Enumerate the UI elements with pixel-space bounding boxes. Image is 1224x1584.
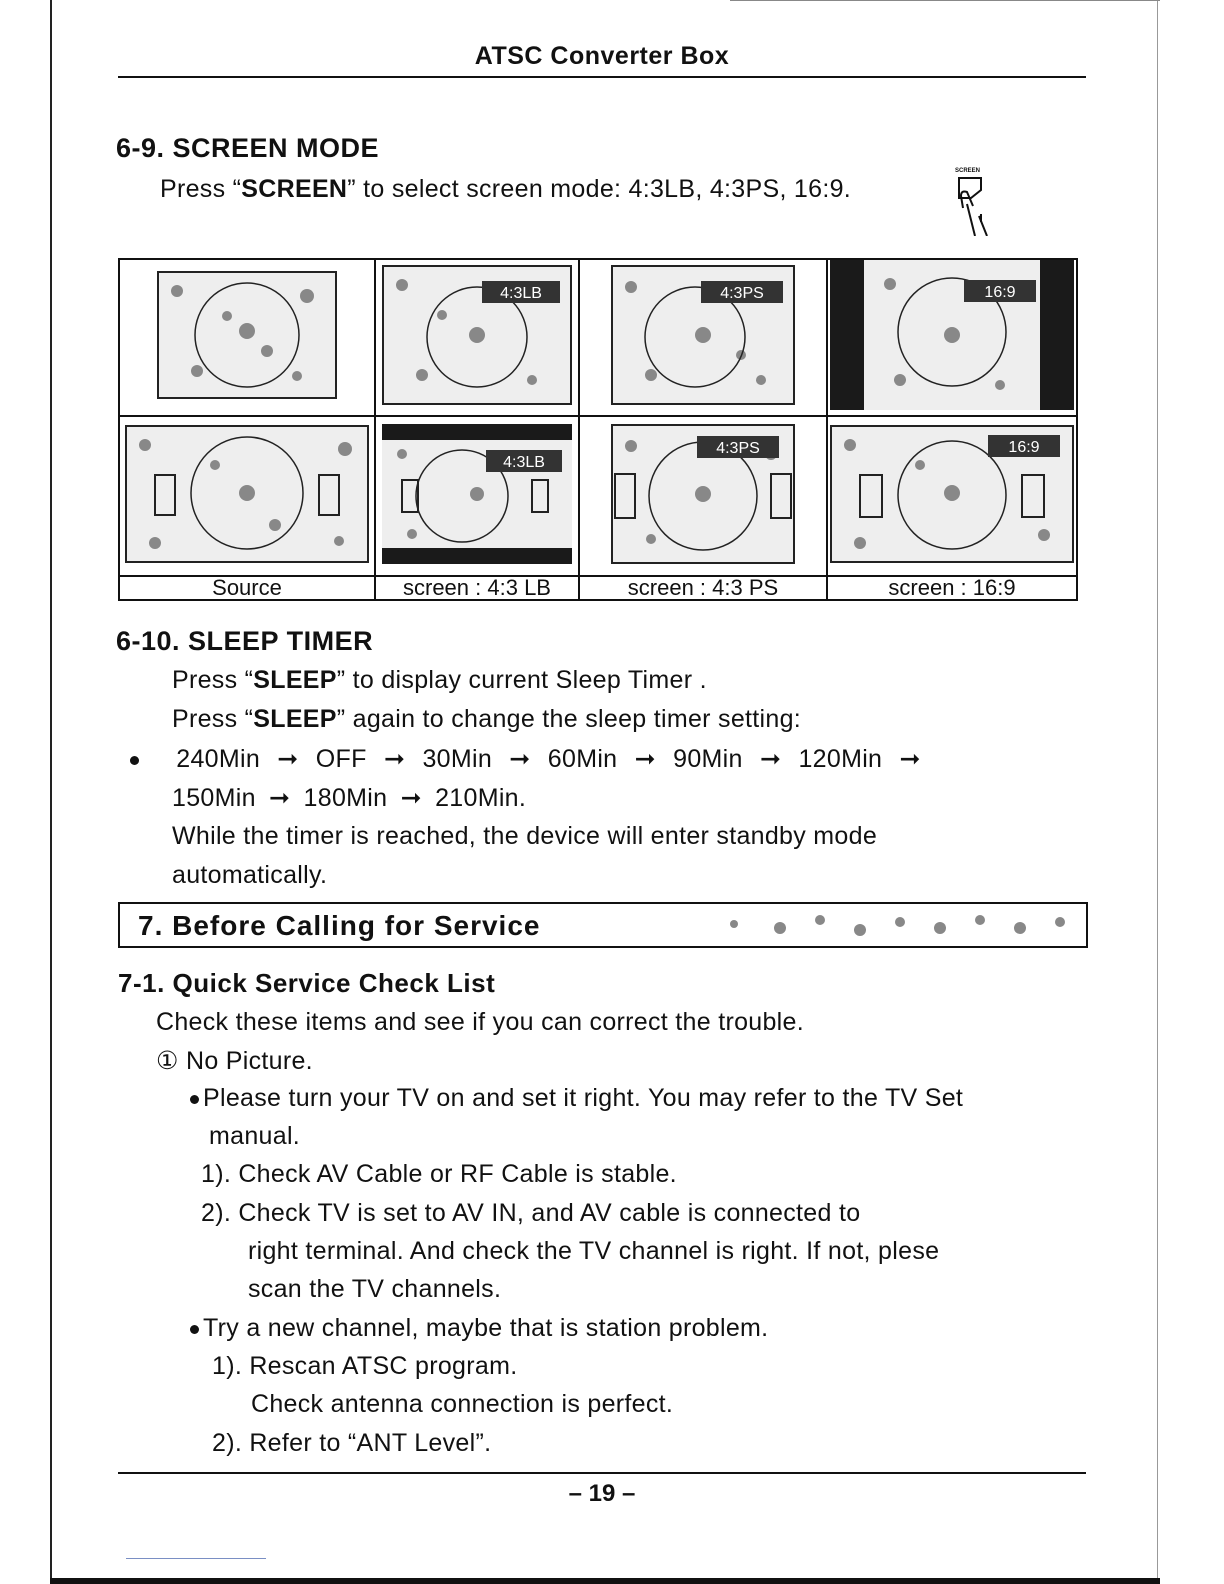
sleep-line-1: Press “SLEEP” to display current Sleep Timer . — [172, 666, 707, 694]
remote-screen-label: SCREEN — [955, 168, 981, 174]
sleep-option: 90Min — [673, 745, 743, 773]
wide-169-image — [830, 260, 1074, 410]
page-number: – 19 – — [568, 1480, 636, 1507]
arrow-right-icon: ➞ — [400, 784, 422, 812]
service-item-1-title: No Picture. — [185, 1047, 313, 1075]
service-bullet-1-line-1: Please turn your TV on and set it right. You may refer to the TV Set — [190, 1084, 963, 1113]
arrow-right-icon: ➞ — [634, 745, 656, 773]
section-6-9-heading: 6-9. SCREEN MODE — [116, 133, 380, 163]
lb-badge-bottom: 4:3LB — [503, 453, 545, 471]
service-bullet-1-line-2: manual. — [209, 1122, 301, 1150]
scan-edge-bottom — [50, 1578, 1160, 1584]
sleep-sequence-row-1 — [130, 744, 931, 774]
service-step-3-line-2: Check antenna connection is perfect. — [251, 1390, 674, 1418]
remote-screen-button-icon — [945, 168, 995, 236]
sleep-option: 240Min — [176, 745, 261, 773]
bullet-icon — [190, 1095, 199, 1104]
ps-43-image — [611, 265, 795, 405]
banner-pattern — [720, 906, 1080, 944]
service-bullet-2: Try a new channel, maybe that is station problem. — [190, 1314, 768, 1343]
caption-lb: screen : 4:3 LB — [375, 576, 579, 600]
service-item-1 — [156, 1046, 313, 1076]
service-step-1: 1). Check AV Cable or RF Cable is stable. — [201, 1160, 677, 1188]
arrow-right-icon: ➞ — [509, 745, 531, 773]
sleep-option: 30Min — [422, 745, 493, 773]
sleep-note-line-2: automatically. — [172, 861, 328, 889]
sleep-option: 180Min — [303, 784, 388, 812]
arrow-right-icon: ➞ — [759, 745, 782, 773]
service-intro: Check these items and see if you can correct the trouble. — [156, 1008, 804, 1036]
sleep-line-2: Press “SLEEP” again to change the sleep timer setting: — [172, 705, 802, 733]
lb-badge-top: 4:3LB — [500, 285, 542, 302]
circled-number-icon: ① — [156, 1047, 179, 1075]
lb-169-cell — [375, 416, 579, 576]
section-7-banner — [118, 902, 1088, 948]
source-43-image — [157, 271, 337, 399]
caption-wide: screen : 16:9 — [827, 576, 1077, 600]
lb-43-cell — [375, 259, 579, 416]
bullet-icon — [190, 1325, 199, 1334]
caption-ps: screen : 4:3 PS — [579, 576, 827, 600]
section-6-10-heading: 6-10. SLEEP TIMER — [116, 626, 374, 656]
scan-mark — [126, 1558, 266, 1559]
wide-badge-top: 16:9 — [984, 284, 1016, 301]
arrow-right-icon: ➞ — [269, 784, 291, 812]
wide-169-bottom-cell — [827, 416, 1077, 576]
service-step-4: 2). Refer to “ANT Level”. — [212, 1429, 492, 1457]
ps-169-cell — [579, 416, 827, 576]
ps-43-cell — [579, 259, 827, 416]
ps-badge-top: 4:3PS — [720, 285, 764, 302]
page-header-title: ATSC Converter Box — [474, 42, 730, 70]
arrow-right-icon: ➞ — [383, 745, 406, 773]
service-step-3-line-1: 1). Rescan ATSC program. — [212, 1352, 518, 1380]
header-rule — [118, 76, 1086, 78]
lb-169-image — [382, 424, 572, 564]
service-step-2-line-3: scan the TV channels. — [248, 1275, 502, 1303]
section-6-9-text: Press “SCREEN” to select screen mode: 4:3LB, 4:3PS, 16:9. — [160, 175, 852, 203]
scan-edge-right — [1157, 0, 1158, 1584]
source-169-cell — [119, 416, 375, 576]
footer-rule — [118, 1472, 1086, 1474]
sleep-option: 120Min — [798, 745, 883, 773]
caption-source: Source — [119, 576, 375, 600]
ps-badge-bottom: 4:3PS — [716, 439, 760, 457]
arrow-right-icon: ➞ — [899, 745, 921, 773]
sleep-option: OFF — [315, 745, 367, 773]
service-step-2-line-1: 2). Check TV is set to AV IN, and AV cable is connected to — [201, 1199, 861, 1227]
source-43-cell — [119, 259, 375, 416]
scan-edge-top — [730, 0, 1160, 1]
ps-169-image — [611, 424, 795, 564]
bullet-icon — [130, 756, 139, 765]
section-7-title: 7. Before Calling for Service — [138, 910, 541, 941]
screen-mode-table — [118, 258, 1078, 601]
wide-badge-bottom: 16:9 — [1008, 438, 1040, 456]
service-step-2-line-2: right terminal. And check the TV channel is right. If not, plese — [248, 1237, 940, 1265]
source-169-image — [125, 425, 369, 563]
sleep-option: 210Min. — [435, 784, 527, 812]
sleep-option: 150Min — [172, 784, 256, 812]
sleep-sequence-row-2 — [172, 783, 526, 813]
wide-169-cell — [827, 259, 1077, 416]
sleep-option: 60Min — [547, 745, 618, 773]
section-7-1-heading: 7-1. Quick Service Check List — [118, 968, 496, 998]
scan-edge-left — [50, 0, 52, 1584]
arrow-right-icon: ➞ — [277, 745, 299, 773]
wide-169-bottom-image — [830, 425, 1074, 563]
lb-43-image — [382, 265, 572, 405]
sleep-note-line-1: While the timer is reached, the device will enter standby mode — [172, 822, 878, 850]
